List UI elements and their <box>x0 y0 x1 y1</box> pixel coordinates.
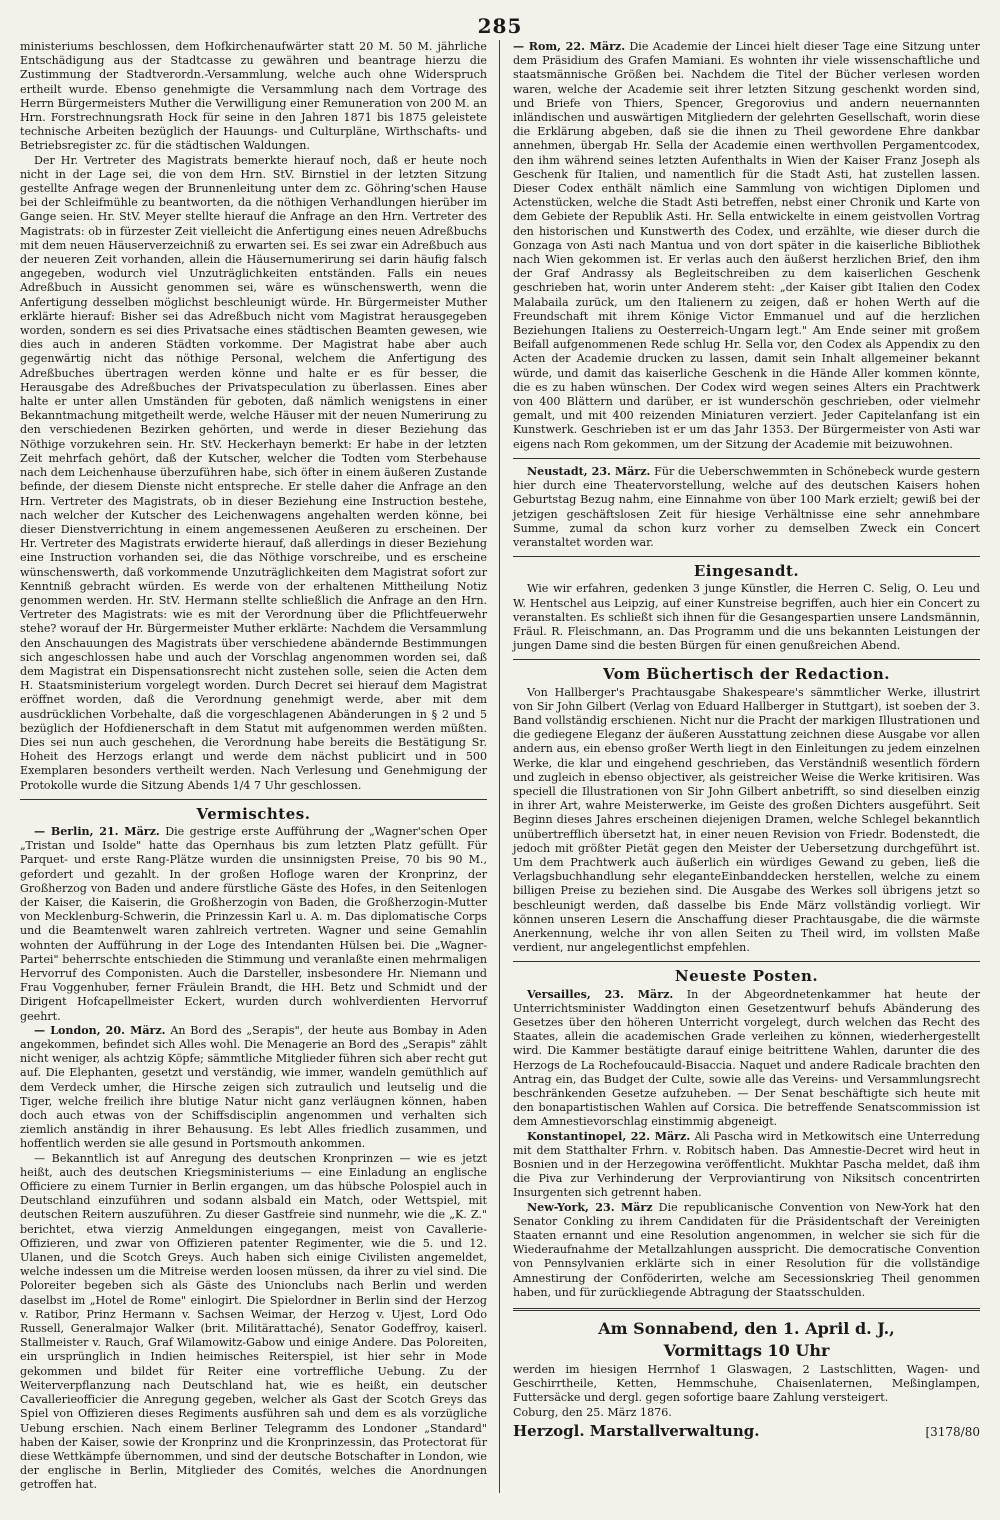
right-column <box>500 40 980 1493</box>
ad-date-line: Am Sonnabend, den 1. April d. J., <box>598 1319 895 1339</box>
article-berlin-text: Die gestrige erste Aufführung der „Wagner'schen Oper „Tristan und Isolde" hatte das Opernhaus bis zum letzten Platz gefüllt. Für Parquet- und erste Rang-Plätze wurden die unsinnigsten Preise, 70 bis 90 M., gefordert und gezahlt. In der großen Hofloge waren der Kronprinz, der Großherzog von Baden und andere fürstliche Gäste des Hofes, in den Seitenlogen der Kaiser, die Kaiserin, die Großherzogin von Baden, die Großherzogin-Mutter von Mecklenburg-Schwerin, die Prinzessin Karl u. A. m. Das diplomatische Corps und die Beamtenwelt waren zahlreich vertreten. Wagner und seine Gemahlin wohnten der Aufführung in der Loge des Intendanten Hülsen bei. Die „Wagner-Partei" beherrschte entschieden die Stimmung und veranlaßte einen mehrmaligen Hervorruf des Componisten. Auch die Darsteller, insbesondere Hr. Niemann und Frau Voggenhuber, ferner Fräulein Brandt, die HH. Betz und Schmidt und der Dirigent Hofcapellmeister Eckert, wurden durch wohlverdienten Hervorruf geehrt. <box>20 824 487 1023</box>
article-london-text: An Bord des „Serapis", der heute aus Bombay in Aden angekommen, befindet sich Alles wohl. Die Menagerie an Bord des „Serapis" zählt nicht weniger, als achtzig Köpfe; sämmtliche Mitglieder führen sich aber recht gut auf. Die Elephanten, gesetzt und verständig, wie immer, wandeln gemüthlich auf dem Verdeck umher, die Hirsche zeigen sich zutraulich und leutselig und die Tiger, welche freilich ihre blutige Natur nicht ganz verläugnen können, haben doch auch etwas von der Schiffsdisciplin angenommen und verhalten sich ziemlich anständig in ihrer Behausung. Es lebt Alles friedlich zusammen, und hoffentlich werden sie alle gesund in Portsmouth ankommen. <box>20 1023 487 1151</box>
article-versailles-text: In der Abgeordnetenkammer hat heute der Unterrichtsminister Waddington einen Gesetzentwurf behufs Abänderung des Gesetzes über den höheren Unterricht vorgelegt, durch welchen das Recht des Staates, allein die academischen Grade verleihen zu können, wiederhergestellt wird. Die Kammer bestätigte darauf einige beitrittene Wahlen, darunter die des Herzogs de La Rochefoucauld-Bisaccia. Naquet und andere Radicale brachten den Antrag ein, das Budget der Culte, sowie alle das Vereins- und Versammlungsrecht beschränkenden Gesetze aufzuheben. — Der Senat beschäftigte sich heute mit den bonapartistischen Wahlen auf Corsica. Die betreffende Senatscommission ist dem Amnestievorschlag einstimmig abgeneigt. <box>513 987 981 1129</box>
article-london <box>20 1024 487 1152</box>
article-versailles <box>513 988 980 1130</box>
ad-signature: Herzogl. Marstallverwaltung. <box>513 1421 760 1440</box>
section-title-neueste-posten: Neueste Posten. <box>674 967 819 986</box>
section-title-eingesandt: Eingesandt. <box>693 562 800 581</box>
council-report-continuation: ministeriums beschlossen, dem Hofkirchenaufwärter statt 20 M. 50 M. jährliche Entschädigung aus der Stadtcasse zu gewähren und beantrage hierzu die Zustimmung der Stadtverordn.-Versammlung, welche auch ohne Widerspruch ertheilt wurde. Ebenso genehmigte die Versammlung nach dem Vortrage des Herrn Bürgermeisters Muther die Verwilligung einer Remuneration von 200 M. an Hrn. Forstrechnungsrath Hock für seine in den Jahren 1871 bis 1875 geleistete technische Arbeiten bezüglich der Hauungs- und Culturpläne, Wirthschafts- und Betriebsregister zc. für die städtischen Waldungen. <box>20 40 487 153</box>
dateline-konstantinopel: Konstantinopel, 22. März. <box>527 1129 691 1143</box>
article-berlin <box>20 825 487 1024</box>
ad-code: [3178/80 <box>925 1424 980 1439</box>
article-neustadt <box>513 465 980 550</box>
ad-time-line: Vormittags 10 Uhr <box>663 1341 830 1361</box>
article-buechertisch: Von Hallberger's Prachtausgabe Shakespeare's sämmtlicher Werke, illustrirt von Sir John Gilbert (Verlag von Eduard Hallberger in Stuttgart), ist soeben der 3. Band vollständig erschienen. Nicht nur die Pracht der markigen Illustrationen und die gediegene Eleganz der äußeren Ausstattung zeichnen diese Ausgabe vor allen andern aus, ein ebenso großer Werth liegt in den Einleitungen zu jedem einzelnen Werke, die klar und eingehend geschrieben, das Verständniß wesentlich fördern und zugleich in ebenso objectiver, als geistreicher Weise die Werke kritisiren. Was speciell die Illustrationen von Sir John Gilbert anbetrifft, so sind dieselben einzig in ihrer Art, wahre Meisterwerke, im Geiste des großen Dichters ausgeführt. Seit Beginn dieses Jahres erscheinen diejenigen Dramen, welche Schlegel bekanntlich unübertrefflich übersetzt hat, in einer neuen Revision von Friedr. Bodenstedt, die jedoch mit größter Pietät gegen den Meister der Uebersetzung durchgeführt ist. Um dem Prachtwerk auch äußerlich ein würdiges Gewand zu geben, ließ die Verlagsbuchhandlung sehr eleganteEinbanddecken herstellen, welche zu einem billigen Preise zu beziehen sind. Die Ausgabe des Werkes soll übrigens jetzt so beschleunigt werden, daß dasselbe bis Ende März vollständig vorliegt. Wir können unseren Lesern die Anschaffung dieser Prachtausgabe, die die wärmste Anerkennung, welche ihr von allen Seiten zu Theil wird, im vollsten Maße verdient, nur angelegentlichst empfehlen. <box>513 685 980 955</box>
dateline-rom: — Rom, 22. März. <box>513 40 626 53</box>
council-report-inquiries: Der Hr. Vertreter des Magistrats bemerkte hierauf noch, daß er heute noch nicht in der Lage sei, die von dem Hrn. StV. Birnstiel in der letzten Sitzung gestellte Anfrage wegen der Brunnenleitung unter dem zc. Göhring'schen Hause bei der Schleifmühle zu beantworten, da die nöthigen Verhandlungen hierüber im Gange seien. Hr. StV. Meyer stellte hierauf die Anfrage an den Hrn. Vertreter des Magistrats: ob in fürzester Zeit vielleicht die Anfertigung eines neuen Adreßbuchs mit dem neuen Häuserverzeichniß zu erwarten sei. Es sei zwar ein Adreßbuch aus der neueren Zeit vorhanden, allein die Häusernumerirung sei darin häufig falsch angegeben, wodurch viel Unzuträglichkeiten entständen. Falls ein neues Adreßbuch in Aussicht genommen sei, wäre es wünschenswerth, wenn die Anfertigung desselben möglichst beschleunigt würde. Hr. Bürgermeister Muther erklärte hierauf: Bisher sei das Adreßbuch nicht vom Magistrat herausgegeben worden, sondern es sei dies Privatsache eines städtischen Beamten gewesen, wie dies auch in anderen Städten vorkomme. Der Magistrat habe aber auch gegenwärtig nicht das nöthige Personal, welchem die Anfertigung des Adreßbuches übertragen werden könne und halte er es für besser, die Herausgabe des Adreßbuches der Privatspeculation zu überlassen. Eines aber halte er unter allen Umständen für geboten, daß nämlich wenigstens in einer Bekanntmachung mitgetheilt werde, welche Häuser mit der neuen Numerirung zu den verschiedenen Bezirken gehörten, und werde in dieser Beziehung das Nöthige vorzukehren sein. Hr. StV. Heckerhayn bemerkt: Er habe in der letzten Zeit mehrfach gehört, daß der Kutscher, welcher die Todten vom Sterbehause nach dem Leichenhause überzuführen habe, sich öfter in einem äußeren Zustande befinde, der diesem Dienste nicht entspreche. Er stelle daher die Anfrage an den Hrn. Vertreter des Magistrats, ob in dieser Beziehung eine Instruction bestehe, nach welcher der Kutscher des Leichenwagens angehalten werden könne, bei dieser Dienstverrichtung in einem angemessenen Aeußeren zu erscheinen. Der Hr. Vertreter des Magistrats erwiderte hierauf, daß allerdings in dieser Beziehung eine Instruction vorhanden sei, die das Nöthige vorschreibe, und es erscheine wünschenswerth, daß vorkommende Unzuträglichkeiten dem Magistrat sofort zur Kenntniß gebracht würden. Es werde von der erhaltenen Mittheilung Notiz genommen werden. Hr. StV. Hermann stellte schließlich die Anfrage an den Hrn. Vertreter des Magistrats: wie es mit der Verordnung über die Pflichtfeuerwehr stehe? worauf der Hr. Bürgermeister Muther erklärte: Nachdem die Versammlung den Anschauungen des Magistrats über verschiedene abändernde Bestimmungen sich angeschlossen habe und auch der Vorschlag angenommen worden sei, daß dem Magistrat ein Dispensationsrecht nicht zustehen solle, seien die Acten dem H. Staatsministerium vorgelegt worden. Durch Decret sei hierauf dem Magistrat eröffnet worden, daß die Verordnung genehmigt werde, aber mit dem ausdrücklichen Vorbehalte, daß die vorgeschlagenen Abänderungen in § 2 und 5 bezüglich der Hofdienerschaft in dem Statut mit aufgenommen werden müßten. Dies sei nun auch geschehen, die Verordnung habe bereits die Bestätigung Sr. Hoheit des Herzogs erlangt und werde dem nächst publicirt und in 500 Exemplaren besonders vertheilt werden. Nach Verlesung und Genehmigung der Protokolle wurde die Sitzung Abends 1/4 7 Uhr geschlossen. <box>20 153 487 792</box>
dateline-london: — London, 20. März. <box>34 1023 166 1037</box>
ad-footer <box>513 1421 980 1440</box>
auction-advertisement <box>513 1319 980 1439</box>
divider-double <box>513 1308 980 1311</box>
divider <box>513 458 980 459</box>
dateline-berlin: — Berlin, 21. März. <box>34 824 160 838</box>
divider <box>513 961 980 962</box>
article-konstantinopel-text: Ali Pascha wird in Metkowitsch eine Unterredung mit dem Statthalter Frhrn. v. Robitsch haben. Das Amnestie-Decret wird heut in Bosnien und in der Herzegowina veröffentlicht. Mukhtar Pascha meldet, daß ihm die Piva zur Verhinderung der Verproviantirung von Niksitsch concentrirten Insurgenten sich getrennt haben. <box>513 1129 980 1200</box>
article-eingesandt: Wie wir erfahren, gedenken 3 junge Künstler, die Herren C. Selig, O. Leu und W. Hentschel aus Leipzig, auf einer Kunstreise begriffen, auch hier ein Concert zu veranstalten. Es schließt sich ihnen für die Gesangespartien unsere Landsmännin, Fräul. R. Fleischmann, an. Das Programm und die uns bekannten Leistungen der jungen Dame sind die besten Bürgen für einen genußreichen Abend. <box>513 582 980 653</box>
article-rom-text: Die Academie der Lincei hielt dieser Tage eine Sitzung unter dem Präsidium des Grafen Mamiani. Es wohnten ihr viele wissenschaftliche und staatsmännische Größen bei. Nachdem die Titel der Bücher verlesen worden waren, welche der Academie seit ihrer letzten Sitzung geschenkt worden sind, und Briefe von Thiers, Spencer, Gregorovius und andern neuernannten inländischen und auswärtigen Mitgliedern der gelehrten Gesellschaft, worin diese die Erklärung abgeben, daß sie die ihnen zu Theil gewordene Ehre dankbar annehmen, übergab Hr. Sella der Academie einen werthvollen Pergamentcodex, den ihm während seines letzten Aufenthalts in Wien der Kaiser Franz Joseph als Geschenk für Italien, und namentlich für die Stadt Asti, hat zustellen lassen. Dieser Codex enthält nämlich eine Sammlung von wichtigen Diplomen und Actenstücken, welche die Stadt Asti betreffen, nebst einer Chronik und Karte von dem Gebiete der Republik Asti. Hr. Sella entwickelte in einem geistvollen Vortrag den historischen und Kunstwerth des Codex, und erzählte, wie dieser durch die Gonzaga von Asti nach Mantua und von dort später in die kaiserliche Bibliothek nach Wien gekommen ist. Er verlas auch den äußerst herzlichen Brief, den ihm der Graf Andrassy als Begleitschreiben zu dem kaiserlichen Geschenk geschrieben hat, worin unter Anderem steht: „der Kaiser gibt Italien den Codex Malabaila zurück, um den Italienern zu zeigen, daß er hohen Werth auf die Freundschaft mit ihrem Könige Victor Emmanuel und auf die herzlichen Beziehungen Italiens zu Oesterreich-Ungarn legt." Am Ende seiner mit großem Beifall aufgenommenen Rede schlug Hr. Sella vor, den Codex als Appendix zu den Acten der Academie drucken zu lassen, damit sein Inhalt allgemeiner bekannt würde, und damit das kaiserliche Geschenk in die Hände Aller kommen könnte, die es zu haben wünschen. Der Codex wird wegen seines Alters ein Prachtwerk von 400 Blättern und darüber, er ist wunderschön geschrieben, oder vielmehr gemalt, und mit 400 reizenden Miniaturen verziert. Jeder Capitelanfang ist ein Kunstwerk. Geschrieben ist er um das Jahr 1353. Der Bürgermeister von Asti war eigens nach Rom gekommen, um der Sitzung der Academie mit beizuwohnen. <box>513 40 980 451</box>
divider <box>513 659 980 660</box>
article-rom <box>513 40 980 452</box>
section-title-vermischtes: Vermischtes. <box>196 804 311 823</box>
divider <box>20 799 487 800</box>
article-newyork-text: Die republicanische Convention von New-York hat den Senator Conkling zu ihrem Candidaten für die Präsidentschaft der Vereinigten Staaten ernannt und eine Resolution angenommen, in welcher sie sich für die Wiederaufnahme der Metallzahlungen ausspricht. Die democratische Convention von Pennsylvanien erklärte sich in einer Resolution für die vollständige Amnestirung der Conföderirten, welche am Secessionskrieg Theil genommen haben, und für zurückliegende Abtragung der Staatsschulden. <box>513 1200 981 1299</box>
dateline-newyork: New-York, 23. März <box>527 1200 653 1214</box>
article-polo: — Bekanntlich ist auf Anregung des deutschen Kronprinzen — wie es jetzt heißt, auch des deutschen Kriegsministeriums — eine Einladung an englische Officiere zu einem Turnier in Berlin ergangen, um das hübsche Polospiel auch in Deutschland einzuführen und sodann alsbald ein Match, oder Wettspiel, mit deutschen Reitern auszuführen. Zu dieser Gastfreie sind nunmehr, wie die „K. Z." berichtet, etwa vierzig Anmeldungen eingegangen, meist von Cavallerie-Offizieren, und zwar von Offizieren patenter Regimenter, wie die 5. und 12. Ulanen, und die Scotch Greys. Auch haben sich einige Civilisten angemeldet, welche indessen um die Mitreise werden loosen müssen, da ihrer zu viel sind. Die Poloreiter begeben sich als Gäste des Unionclubs nach Berlin und werden daselbst im „Hotel de Rome" einlogirt. Die Spielordner in Berlin sind der Herzog v. Ratibor, Prinz Hermann v. Sachsen Weimar, der Herzog v. Ujest, Lord Odo Russell, Generalmajor Walker (brit. Militärattaché), Senator Godeffroy, kaiserl. Stallmeister v. Rauch, Graf Wilamowitz-Gabow und einige Andere. Das Poloreiten, ein ursprünglich in Indien heimisches Reiterspiel, ist hier sehr in Mode gekommen und bildet für Reiter eine vortreffliche Uebung. Zu der Weiterverpflanzung nach Deutschland hat, wie es heißt, ein deutscher Cavallerieofficier die Anregung gegeben, welcher als Gast der Scotch Greys das Spiel von Offizieren dieses Regiments ausführen sah und dem es als vorzügliche Uebung erschien. Nach einem Berliner Telegramm des Londoner „Standard" haben der Kaiser, sowie der Kronprinz und die Kronprinzessin, das Protectorat für diese Wettkämpfe übernommen, und sind der deutsche Botschafter in London, wie der englische in Berlin, Mitglieder des Comités, welches die Anordnungen getroffen hat. <box>20 1151 487 1492</box>
article-newyork <box>513 1201 980 1300</box>
divider <box>513 556 980 557</box>
dateline-neustadt: Neustadt, 23. März. <box>527 464 651 478</box>
columns <box>20 40 980 1493</box>
article-konstantinopel <box>513 1130 980 1201</box>
page-number: 285 <box>477 14 523 38</box>
article-neustadt-text: Für die Ueberschwemmten in Schönebeck wurde gestern hier durch eine Theatervorstellung, welche auf des deutschen Kaisers hohen Geburtstag Bezug nahm, eine Einnahme von über 100 Mark erzielt; gewiß bei der jetzigen geschäftslosen Zeit für hiesige Verhältnisse eine sehr annehmbare Summe, zumal da schon kurz vorher zu demselben Zweck ein Concert veranstaltet worden war. <box>513 464 980 549</box>
section-title-buechertisch: Vom Büchertisch der Redaction. <box>602 665 891 684</box>
ad-place-date: Coburg, den 25. März 1876. <box>513 1405 672 1419</box>
ad-body: werden im hiesigen Herrnhof 1 Glaswagen, 2 Lastschlitten, Wagen- und Geschirrtheile, Ketten, Hemmschuhe, Chaisenlaternen, Meßinglampen, Futtersäcke und dergl. gegen sofortige baare Zahlung versteigert. <box>513 1363 980 1405</box>
dateline-versailles: Versailles, 23. März. <box>527 987 674 1001</box>
left-column <box>20 40 500 1493</box>
